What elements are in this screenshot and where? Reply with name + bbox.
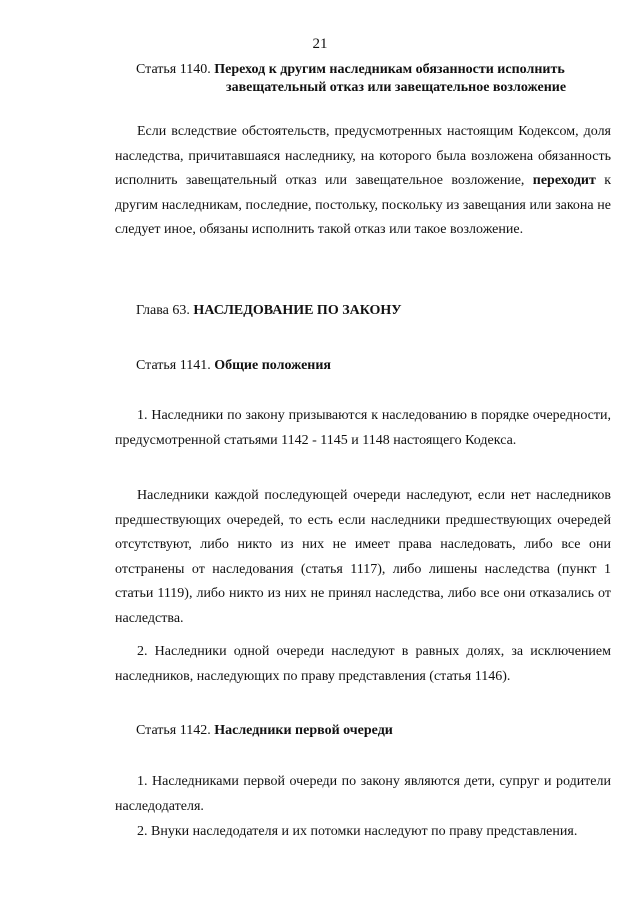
article-1140-text-part2: к другим наследникам, последние, постольку, поскольку из завещания или закона не следует иное, обязаны исполнить такой отказ или такое возложение.	[115, 173, 612, 238]
chapter-prefix: Глава 63.	[136, 303, 190, 318]
chapter-heading	[136, 303, 402, 319]
article-1140-text-part1: Если вследствие обстоятельств, предусмотренных настоящим Кодексом, доля наследства, причитавшаяся наследнику, на которого была возложена обязанность исполнить завещательный отказ или завещательное возложение,	[115, 124, 611, 189]
article-1140-text-bold: переходит	[532, 173, 596, 189]
article-1140-paragraph	[115, 120, 611, 243]
article-1140-heading-line2	[226, 79, 566, 97]
article-1141-heading	[136, 357, 331, 375]
article-1141-prefix: Статья 1141.	[136, 358, 211, 373]
article-1140-heading	[136, 61, 565, 79]
article-1141-paragraph-3: 2. Наследники одной очереди наследуют в равных долях, за исключением наследников, наследующих по праву представления (статья 1146).	[115, 644, 611, 684]
article-1142-prefix: Статья 1142.	[136, 723, 211, 738]
article-1140-title-line1: Переход к другим наследникам обязанности исполнить	[214, 62, 565, 77]
chapter-title: НАСЛЕДОВАНИЕ ПО ЗАКОНУ	[193, 303, 402, 318]
article-1142-title: Наследники первой очереди	[214, 723, 393, 738]
article-1141-title: Общие положения	[214, 358, 331, 373]
article-1142-paragraph-1: 1. Наследниками первой очереди по закону являются дети, супруг и родители наследодателя.	[115, 774, 611, 814]
page-number: 21	[312, 36, 328, 52]
article-1142-heading	[136, 722, 393, 740]
article-1141-paragraph-2: Наследники каждой последующей очереди наследуют, если нет наследников предшествующих очередей, то есть если наследники предшествующих очередей отсутствуют, либо никто из них не имеет права наследовать, либо все они отстранены от наследования (статья 1117), либо лишены наследства (пункт 1 статьи 1119), либо никто из них не принял наследства, либо все они отказались от наследства.	[115, 488, 611, 626]
article-1140-title-line2: завещательный отказ или завещательное возложение	[226, 80, 567, 95]
article-1141-paragraph-1: 1. Наследники по закону призываются к наследованию в порядке очередности, предусмотренной статьями 1142 - 1145 и 1148 настоящего Кодекса.	[115, 408, 611, 448]
article-1142-paragraph-2: 2. Внуки наследодателя и их потомки наследуют по праву представления.	[137, 824, 578, 839]
article-1140-prefix: Статья 1140.	[136, 62, 211, 77]
